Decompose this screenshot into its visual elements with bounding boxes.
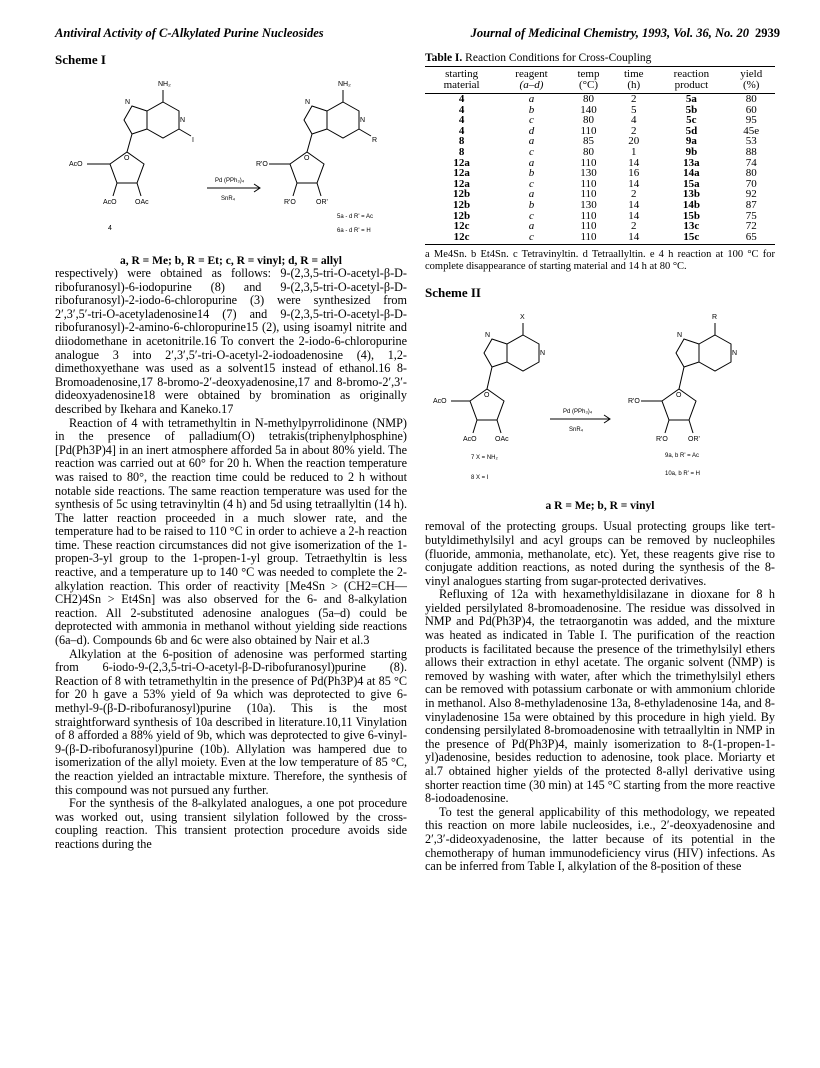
ring-o-label-left: O <box>484 392 490 400</box>
nh2-label-left: NH₂ <box>158 81 171 88</box>
column-header: temp <box>565 67 613 81</box>
aco-label-left: AcO <box>433 398 447 406</box>
column-header: yield <box>727 67 775 81</box>
column-header: time <box>612 67 655 81</box>
oac-bottom-label: OAc <box>135 199 149 206</box>
column-header: material <box>425 80 498 94</box>
table-cell: 95 <box>745 114 757 127</box>
table-cell: 5c <box>686 114 697 127</box>
table-cell: 9a <box>685 135 697 148</box>
table-row <box>425 200 775 211</box>
table-cell: 110 <box>580 156 597 169</box>
table-cell: b <box>528 167 535 180</box>
table-cell: 4 <box>458 103 465 116</box>
table-cell: b <box>528 198 535 211</box>
table-cell: 65 <box>727 232 775 245</box>
table-cell: 16 <box>628 167 640 180</box>
table-cell: 13c <box>683 220 700 233</box>
table-cell: 4 <box>458 124 465 137</box>
table-cell: a <box>528 188 535 201</box>
table-cell: 4 <box>458 114 465 127</box>
aco-bottom-label: AcO <box>103 199 117 206</box>
table-cell: 13a <box>683 156 700 169</box>
table-cell: 15c <box>655 232 727 245</box>
table-header-row <box>425 80 775 94</box>
table-cell: 4 <box>631 114 637 127</box>
scheme-2-caption: a R = Me; b, R = vinyl <box>545 500 655 513</box>
table-cell: 110 <box>580 188 597 201</box>
table-cell: 14 <box>628 156 640 169</box>
compound-4-label: 4 <box>108 225 112 232</box>
column-header: (°C) <box>565 80 613 94</box>
running-header-right <box>471 26 780 41</box>
table-cell: 110 <box>565 232 613 245</box>
table-cell: 12b <box>453 209 471 222</box>
scheme-1-diagram <box>55 70 407 248</box>
table-row <box>425 147 775 158</box>
product-10-label: 10a, b R' = H <box>665 471 700 478</box>
table-cell: 14a <box>683 167 700 180</box>
table-cell: 140 <box>580 103 597 116</box>
table-row <box>425 232 775 245</box>
table-cell: a <box>528 220 535 233</box>
table-cell: 13b <box>682 188 700 201</box>
page-number: 2939 <box>755 26 780 40</box>
table-cell: 20 <box>628 135 640 148</box>
column-header: starting <box>425 67 498 81</box>
table-cell: c <box>498 232 565 245</box>
table-cell: 75 <box>745 209 757 222</box>
table-cell: 130 <box>580 167 597 180</box>
n-label: N <box>180 117 186 124</box>
body-paragraph: To test the general applicability of this methodology, we repeated this reaction on more labile nucleosides, i.e., 2′-deoxyadenosine and 2′,3′-dideoxyadenosine, the latter because of its potential in the chemotherapy of human immunodeficiency virus (HIV) infections. As can be inferred from Table I, alkylation of the 8-position of these <box>425 804 775 874</box>
table-cell: 12a <box>453 156 470 169</box>
iodo-label: I <box>192 137 194 144</box>
table-cell: 14 <box>628 177 640 190</box>
table-row <box>425 179 775 190</box>
ring-o-label-right: O <box>676 392 682 400</box>
table-cell: 8 <box>458 135 465 148</box>
column-header: (a–d) <box>498 80 565 94</box>
table-1-label: Table I. <box>425 52 463 64</box>
left-column <box>55 52 407 852</box>
table-cell: 12b <box>453 188 471 201</box>
table-cell: 60 <box>745 103 757 116</box>
table-cell: 14b <box>682 198 700 211</box>
journal-citation: Journal of Medicinal Chemistry, 1993, Vol. 36, No. 20 <box>470 26 749 40</box>
or-bottom-label: OR' <box>316 199 328 206</box>
table-cell: 12b <box>453 198 471 211</box>
n-label: N <box>305 99 311 106</box>
body-paragraph: Alkylation at the 6-position of adenosine was performed starting from 6-iodo-9-(2,3,5-tri-O-acetyl-β-D-ribofuranosyl)purine (8). Reaction of 8 with tetramethyltin in the presence of Pd(Ph3P)4 at 85 °C for 20 h gave a 53% yield of 9a which was deprotected to give 6-methyl-9-(β-D-ribofuranosyl)purine (10a). This is the most straightforward synthesis of 10a described in literature.10,11 Vinylation of 8 afforded a 88% yield of 9b, which was deprotected to give 6-vinyl-9-(β-D-ribofuranosyl)purine (10b). Allylation was hampered due to isomerization of the allyl moiety. Even at the low temperature of 85 °C, the reaction yielded an intractable mixture. Therefore, the synthesis of this compound was not pursued any further. <box>55 646 407 797</box>
iodo-bond <box>179 129 191 136</box>
reaction-conditions-table <box>425 66 775 245</box>
table-cell: 88 <box>745 145 757 158</box>
body-paragraph: Reaction of 4 with tetramethyltin in N-methylpyrrolidinone (NMP) in the presence of palladium(O) tetrakis(triphenylphosphine) [Pd(Ph3P)4] in an inert atmosphere afforded 5a in about 80% yield. The reaction was carried out at 60° for 20 h. When the reaction temperature was raised to 80°, the reaction time could be reduced to 2 h without notable side reactions. The same reaction temperature was used for the synthesis of 5c using tetravinyltin (4 h) and 5d using tetraallyltin (14 h). The latter reaction proceeded in a much slower rate, and the temperature had to be raised to 110 °C in order to achieve a 2-h reaction time. These reaction circumstances did not give isomerization of the 1-propen-3-yl group to the 1-propen-1-yl group. Tetraethyltin is less reactive, and a temperature up to 140 °C was needed to complete the 2-alkylation reaction. This order of reactivity [Me4Sn > (CH2=CH—CH2)4Sn > Et4Sn] was also observed for the 6- and 8-alkylation reaction. All 2-substituted adenosine analogues (5a–d) could be deprotected with ammonia in methanol without yielding side reactions (6a–d). Compounds 6b and 6c were also obtained by Nair et al.3 <box>55 415 407 648</box>
ring-o-label-left: O <box>124 155 130 162</box>
table-row <box>425 136 775 147</box>
nh2-label-right: NH₂ <box>338 81 351 88</box>
n-label: N <box>125 99 131 106</box>
reagent-sn-label: SnR₄ <box>221 196 236 202</box>
scheme-1-caption: a, R = Me; b, R = Et; c, R = vinyl; d, R = allyl <box>119 255 343 267</box>
table-1-caption: Reaction Conditions for Cross-Coupling <box>465 52 652 64</box>
right-column <box>425 52 775 874</box>
table-cell: 80 <box>582 114 594 127</box>
body-paragraph: respectively) were obtained as follows: 9-(2,3,5-tri-O-acetyl-β-D-ribofuranosyl)-6-iodopurine (8) and 9-(2,3,5-tri-O-acetyl-β-D-ribofuranosyl)-2-iodo-6-chloropurine (3) were synthesized from 2′,3′,5′-tri-O-acetyladenosine14 (7) and 9-(2,3,5-tri-O-acetyl-β-D-ribofuranosyl)-2-amino-6-chloropurine15 (2), using isoamyl nitrite and diiodomethane in acetonitrile.16 To convert the 2-iodo-6-chloropurine analogue 3 into 2′,3′,5′-tri-O-acetyl-2-iodoadenosine (4), 1,2-dimethoxyethane was used as a solvent15 instead of ethanol.16 8-Bromoadenosine,17 8-bromo-2′-deoxyadenosine,17 and 8-bromo-2′,3′-dideoxyadenosine18 were obtained by bromination as originally described by Ikehara and Kaneko.17 <box>55 266 407 416</box>
table-cell: 45e <box>743 124 760 137</box>
table-row <box>425 158 775 169</box>
table-cell: 110 <box>580 209 597 222</box>
table-cell: 2 <box>631 188 637 201</box>
r-label: R <box>372 137 378 144</box>
table-cell: 110 <box>580 177 597 190</box>
table-cell: 87 <box>745 198 757 211</box>
r-o-top-label: R'O <box>628 398 640 406</box>
body-paragraph: Refluxing of 12a with hexamethyldisilazane in dioxane for 8 h yielded persilylated 8-bromoadenosine. The residue was dissolved in NMP and Pd(Ph3P)4, the tetraorganotin was added, and the mixture was heated as indicated in Table I. The purification of the reaction products is facilitated because the presence of the trimethylsilyl ethers allows their extraction in ethyl acetate. The organic solvent (NMP) is removed by washing with water, after which the trimethylsilyl ethers can be removed with potassium carbonate or with ammonium chloride in methanol. Also 8-methyladenosine 13a, 8-ethyladenosine 14a, and 8-vinyladenosine 15a were obtained by this procedure in high yield. By condensing persilylated 8-bromoadenosine with tetraallyltin in NMP in the presence of Pd(Ph3P)4, mainly isomerization to 8-(1-propen-1-yl)adenosine, besides reduction to adenosine, took place. Moriarty et al.7 obtained higher yields of the protected 8-allyl derivative using shorter reaction time (30 min) at 145 °C starting from the more reactive 8-iodoadenosine. <box>425 587 775 806</box>
table-cell: 110 <box>580 124 597 137</box>
table-cell: 1 <box>631 145 637 158</box>
x-label: X <box>520 314 525 322</box>
table-row <box>425 221 775 232</box>
imidazole-ring-left <box>124 106 147 134</box>
table-row <box>425 115 775 126</box>
table-cell: 14 <box>628 198 640 211</box>
reagent-pd-label: Pd (PPh₃)₄ <box>215 178 245 184</box>
r-o-bottom-label: R'O <box>656 436 668 444</box>
product-9-label: 9a, b R' = Ac <box>665 453 699 460</box>
table-cell: d <box>528 124 535 137</box>
glycosidic-bond-left <box>127 134 132 152</box>
n-label: N <box>732 350 738 358</box>
purine-ring-right <box>327 102 359 138</box>
aco-label-left: AcO <box>69 161 83 168</box>
ring-o-label-right: O <box>304 155 310 162</box>
compound-8-label: 8 X = I <box>471 475 489 482</box>
imidazole-ring-right <box>304 106 327 134</box>
table-cell: 4 <box>458 93 465 105</box>
table-cell: 12c <box>453 220 470 233</box>
reagent-pd-label: Pd (PPh₃)₄ <box>563 409 593 416</box>
table-cell: 53 <box>745 135 757 148</box>
table-cell: 2 <box>631 220 637 233</box>
table-1-footnote: a Me4Sn. b Et4Sn. c Tetravinyltin. d Tetraallyltin. e 4 h reaction at 100 °C for complete disappearance of starting material and 14 h at 80 °C. <box>425 249 775 273</box>
table-row <box>425 168 775 179</box>
table-cell: 80 <box>582 93 594 105</box>
table-cell: a <box>528 93 535 105</box>
table-cell: 12a <box>453 177 470 190</box>
column-header: reagent <box>498 67 565 81</box>
table-cell: c <box>529 145 534 158</box>
oac-bottom-label: OAc <box>495 436 509 444</box>
table-row <box>425 211 775 222</box>
table-cell: 72 <box>745 220 757 233</box>
table-row <box>425 189 775 200</box>
body-paragraph: For the synthesis of the 8-alkylated analogues, a one pot procedure was worked out, using transient silylation followed by the cross-coupling reaction. This transient protection procedure avoids side reactions during the <box>55 796 407 851</box>
scheme-2-title: Scheme II <box>425 285 481 301</box>
table-cell: 2 <box>631 93 637 105</box>
r-o-bottom-label: R'O <box>284 199 296 206</box>
table-cell: 5a <box>685 93 697 105</box>
column-header: (%) <box>727 80 775 94</box>
table-cell: 80 <box>745 167 757 180</box>
table-cell: 15b <box>682 209 700 222</box>
table-cell: 15a <box>683 177 700 190</box>
product-6-label: 6a - d R' = H <box>337 228 371 234</box>
r-label: R <box>712 314 718 322</box>
column-header: product <box>655 80 727 94</box>
n-label: N <box>677 332 683 340</box>
table-cell: 110 <box>580 220 597 233</box>
table-cell: c <box>529 177 534 190</box>
table-cell: 70 <box>745 177 757 190</box>
table-cell: 9b <box>685 145 698 158</box>
table-cell: 130 <box>580 198 597 211</box>
body-paragraph: removal of the protecting groups. Usual protecting groups like tert-butyldimethylsilyl and acyl groups can be removed by nucleophiles (fluoride, ammonia, methanolate, etc). Yet, these reagents give rise to conjugate addition reactions, as noted during the synthesis of the 8-vinyl analogues starting from sugar-protected derivatives. <box>425 519 775 588</box>
purine-ring-left <box>147 102 179 138</box>
compound-7-label: 7 X = NH₂ <box>471 455 498 462</box>
table-header-row <box>425 67 775 81</box>
table-cell: 12c <box>425 232 498 245</box>
table-cell: 92 <box>745 188 757 201</box>
table-cell: 85 <box>582 135 594 148</box>
r-o-top-label: R'O <box>256 161 268 168</box>
column-header: (h) <box>612 80 655 94</box>
table-cell: b <box>528 103 535 116</box>
column-header: reaction <box>655 67 727 81</box>
table-cell: 8 <box>458 145 465 158</box>
n-label: N <box>360 117 366 124</box>
n-label: N <box>540 350 546 358</box>
table-cell: a <box>528 156 535 169</box>
aco-bottom-label: AcO <box>463 436 477 444</box>
table-cell: 5 <box>631 103 637 116</box>
reagent-sn-label: SnR₄ <box>569 427 584 434</box>
table-row <box>425 105 775 116</box>
table-1-title <box>425 52 775 64</box>
table-cell: 80 <box>582 145 594 158</box>
table-cell: 14 <box>612 232 655 245</box>
table-cell: c <box>529 114 534 127</box>
table-cell: 12a <box>453 167 470 180</box>
n-label: N <box>485 332 491 340</box>
or-bottom-label: OR' <box>688 436 700 444</box>
table-cell: 74 <box>745 156 757 169</box>
product-5-label: 5a - d R' = Ac <box>337 214 373 220</box>
table-row <box>425 94 775 105</box>
scheme-2-diagram <box>425 303 775 493</box>
table-cell: 5b <box>685 103 698 116</box>
running-header-left: Antiviral Activity of C-Alkylated Purine Nucleosides <box>55 26 324 40</box>
table-cell: a <box>528 135 535 148</box>
table-cell: 5d <box>685 124 698 137</box>
table-cell: 80 <box>745 93 757 105</box>
table-cell: 2 <box>631 124 637 137</box>
scheme-1-title: Scheme I <box>55 52 106 67</box>
table-row <box>425 126 775 137</box>
table-cell: c <box>529 209 534 222</box>
table-cell: 14 <box>628 209 640 222</box>
